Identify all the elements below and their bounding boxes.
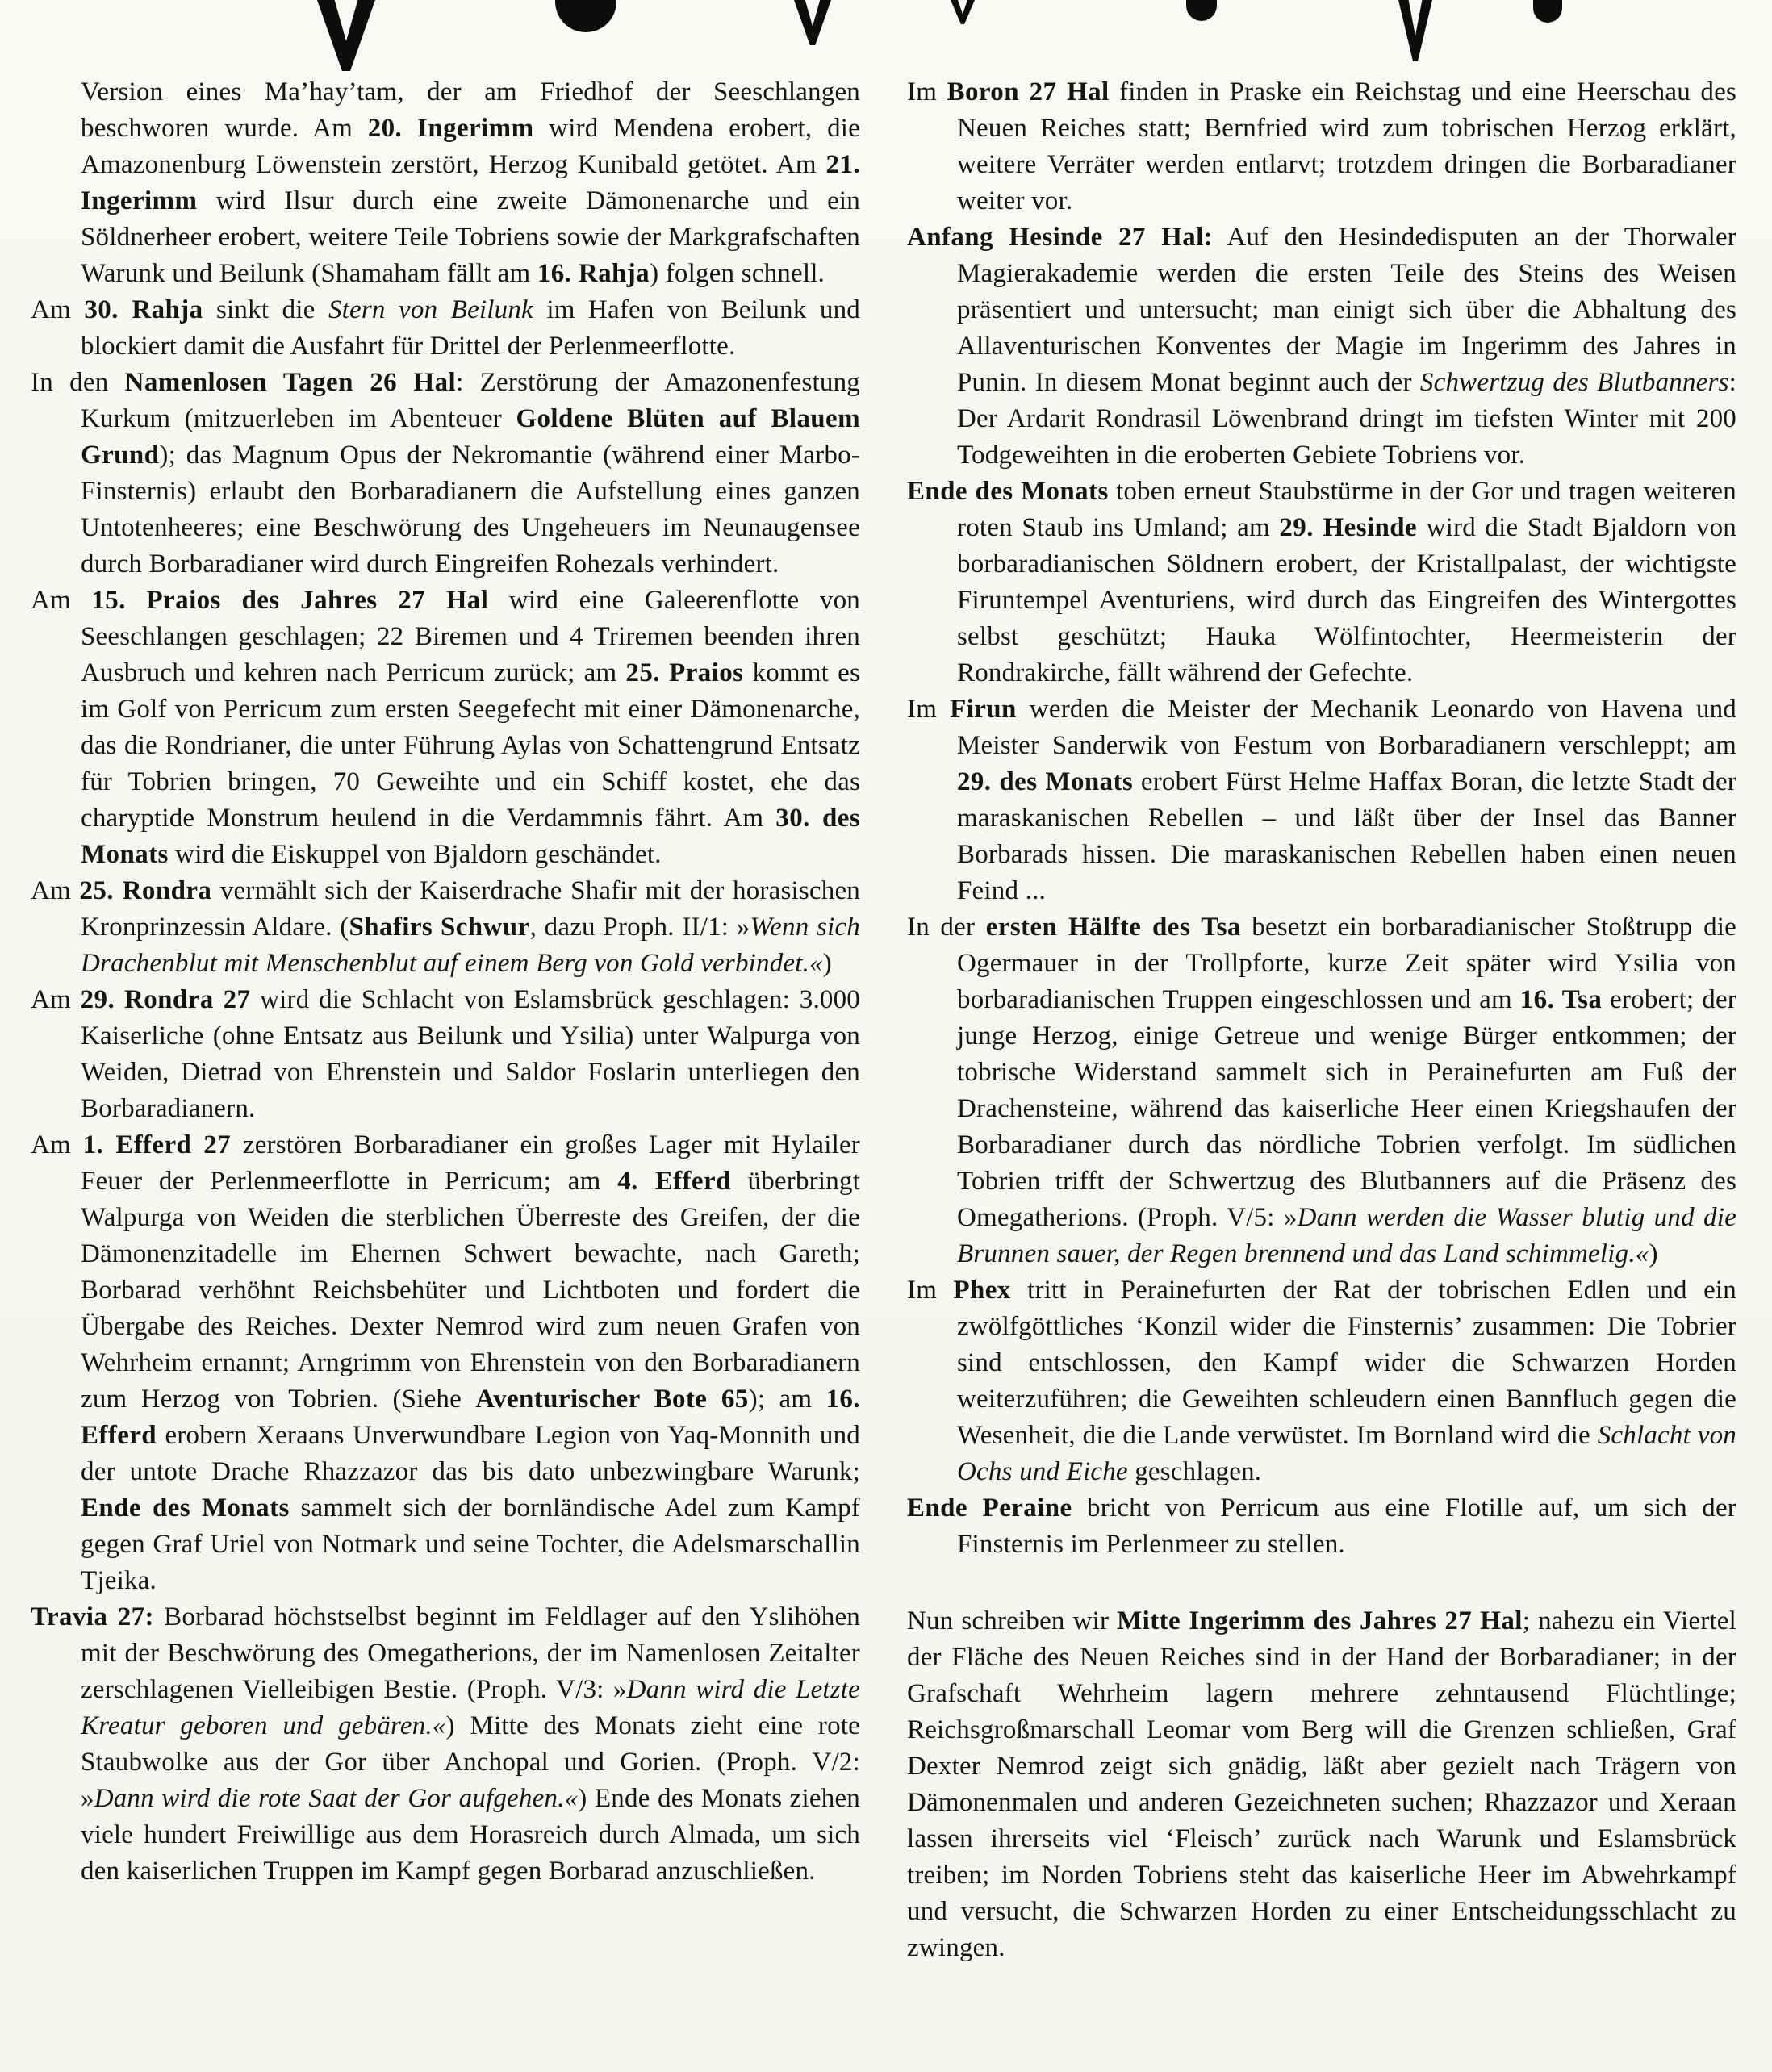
text-segment: im Hafen von Beilunk und blockiert damit die Ausfahrt für Drittel der Perlenmeerflotte. (81, 295, 860, 361)
bold-date-segment: 30. Rahja (84, 295, 203, 324)
bold-date-segment: Ende des Monats (81, 1493, 290, 1523)
ornament-tip-icon (555, 0, 616, 32)
bold-date-segment: Firun (950, 695, 1017, 724)
text-segment: Am (31, 876, 80, 905)
text-segment: In den (31, 368, 125, 397)
bold-date-segment: Anfang Hesinde 27 Hal: (907, 223, 1214, 252)
bold-date-segment: 30. des Monats (81, 804, 860, 869)
bold-date-segment: 29. Hesinde (1279, 513, 1418, 542)
italic-quote-segment: Schlacht von Ochs und Eiche (957, 1421, 1736, 1486)
text-segment: kommt es im Golf von Perricum zum ersten Seegefecht mit einer Dämonenarche, das die Rondrianer, die unter Führung Aylas von Schattengrund Entsatz für Tobrien bringen, 70 Geweihte und ein Schiff kostet, ehe das charyptide Monstrum heulend in die Verdammnis fährt. Am (81, 658, 860, 833)
text-segment: Im (907, 1276, 954, 1305)
bold-date-segment: 25. Praios (625, 658, 744, 687)
text-segment: werden die Meister der Mechanik Leonardo von Havena und Meister Sanderwik von Festum von Borbaradianern verschleppt; am (957, 695, 1736, 760)
chronicle-paragraph (907, 474, 1736, 691)
text-segment: erobert; der junge Herzog, einige Getreue und wenige Bürger entkommen; der tobrische Widerstand sammelt sich in Perainefurten am Fuß der Drachensteine, während das kaiserliche Heer einen Kriegshaufen der Borbaradianer durch das nördliche Tobrien verfolgt. Im südlichen Tobrien trifft der Schwertzug des Blutbanners auf die Präsenz des Omegatherions. (Proph. V/5: » (957, 985, 1736, 1232)
bold-date-segment: 4. Efferd (617, 1167, 731, 1196)
text-segment: besetzt ein borbaradianischer Stoßtrupp die Ogermauer in der Trollpforte, kurze Zeit später wird Ysilia von borbaradianischen Truppen eingeschlossen und am (957, 913, 1736, 1014)
chronicle-paragraph (907, 909, 1736, 1272)
text-segment: wird die Eiskuppel von Bjaldorn geschändet. (168, 840, 662, 869)
italic-quote-segment: Stern von Beilunk (328, 295, 533, 324)
column-left (31, 74, 860, 1966)
bold-date-segment: Ende des Monats (907, 477, 1109, 506)
text-segment: Version eines Ma’hay’tam, der am Friedhof der Seeschlangen beschworen wurde. Am (81, 77, 860, 143)
chronicle-paragraph (31, 1599, 860, 1890)
bold-date-segment: Shafirs Schwur (349, 913, 530, 942)
bold-date-segment: Mitte Ingerimm des Jahres 27 Hal (1117, 1606, 1523, 1635)
text-segment: wird die Stadt Bjaldorn von borbaradianischen Söldnern erobert, der Kristallpalast, der wichtigste Firuntempel Aventuriens, wird durch das Eingreifen des Wintergottes selbst geschützt; Hauka Wölfintochter, Heermeisterin der Rondrakirche, fällt während der Gefechte. (957, 513, 1736, 687)
text-segment: toben erneut Staubstürme in der Gor und tragen weiteren roten Staub ins Umland; am (957, 477, 1736, 542)
text-segment: : Zerstörung der Amazonenfestung Kurkum (mitzuerleben im Abenteuer (81, 368, 861, 433)
text-segment: erobern Xeraans Unverwundbare Legion von Yaq-Monnith und der untote Drache Rhazzazor das bis dato unbezwingbare Warunk; (81, 1421, 860, 1486)
chronicle-paragraph (31, 292, 860, 365)
ornament-tip-icon (951, 0, 975, 24)
text-segment: : Der Ardarit Rondrasil Löwenbrand dringt im tiefsten Winter mit 200 Todgeweihten in die eroberten Gebiete Tobriens vor. (957, 368, 1736, 470)
chronicle-paragraph (31, 982, 860, 1127)
text-segment: Auf den Hesindedisputen an der Thorwaler Magierakademie werden die ersten Teile des Steins des Weisen präsentiert und untersucht; man einigt sich über die Abhaltung des Allaventurischen Konventes der Magie im Ingerimm des Jahres in Punin. In diesem Monat beginnt auch der (957, 223, 1736, 397)
text-segment: wird eine Galeerenflotte von Seeschlangen geschlagen; 22 Biremen und 4 Triremen beenden ihren Ausbruch und kehren nach Perricum zurück; am (81, 586, 860, 687)
text-segment: , dazu Proph. II/1: » (529, 913, 750, 942)
bold-date-segment: Phex (953, 1276, 1011, 1305)
chronicle-paragraph (907, 74, 1736, 219)
text-segment: zerstören Borbaradianer ein großes Lager mit Hylailer Feuer der Perlenmeerflotte in Perricum; am (81, 1130, 861, 1196)
bold-date-segment: 20. Ingerimm (367, 114, 534, 143)
chronicle-paragraph (907, 1603, 1736, 1966)
text-segment: Am (31, 586, 92, 615)
ornament-tip-icon (794, 0, 831, 45)
text-segment: wird Mendena erobert, die Amazonenburg Löwenstein zerstört, Herzog Kunibald getötet. Am (81, 114, 860, 179)
chronicle-paragraph (81, 74, 860, 292)
italic-quote-segment: Dann wird die Letzte Kreatur geboren und gebären.« (81, 1675, 860, 1740)
text-segment: Am (31, 1130, 83, 1159)
page-content (31, 74, 1736, 1966)
chronicle-paragraph (907, 219, 1736, 474)
bold-date-segment: 1. Efferd 27 (82, 1130, 232, 1159)
bold-date-segment: Travia 27: (31, 1602, 154, 1631)
text-segment: ) (822, 949, 832, 978)
chronicle-paragraph (907, 1272, 1736, 1490)
text-segment: wird die Schlacht von Eslamsbrück geschlagen: 3.000 Kaiserliche (ohne Entsatz aus Beilunk und Ysilia) unter Walpurga von Weiden, Dietrad von Ehrenstein und Saldor Foslarin unterliegen den Borbaradianern. (81, 985, 861, 1123)
ornament-tip-icon (1398, 0, 1432, 61)
ornament-tip-icon (317, 0, 375, 71)
bold-date-segment: Goldene Blüten auf Blauem Grund (81, 404, 860, 470)
text-segment: Nun schreiben wir (907, 1606, 1118, 1635)
text-segment: sinkt die (203, 295, 328, 324)
text-segment: vermählt sich der Kaiserdrache Shafir mit der horasischen Kronprinzessin Aldare. ( (81, 876, 861, 942)
bold-date-segment: 29. des Monats (957, 767, 1134, 796)
text-segment: Im (907, 77, 947, 107)
bold-date-segment: 25. Rondra (79, 876, 212, 905)
text-segment: Borbarad höchstselbst beginnt im Feldlager auf den Yslihöhen mit der Beschwörung des Omegatherions, der im Namenlosen Zeitalter zerschlagenen Vielleibigen Bestie. (Proph. V/3: » (81, 1602, 860, 1704)
text-segment: ) folgen schnell. (650, 259, 825, 288)
text-segment: ) Ende des Monats ziehen viele hundert Freiwillige aus dem Horasreich durch Almada, um sich den kaiserlichen Truppen im Kampf gegen Borbarad anzuschließen. (81, 1784, 860, 1886)
italic-quote-segment: Schwertzug des Blutbanners (1419, 368, 1729, 397)
text-segment: sammelt sich der bornländische Adel zum Kampf gegen Graf Uriel von Notmark und seine Tochter, die Adelsmarschallin Tjeika. (81, 1493, 860, 1595)
italic-quote-segment: Dann wird die rote Saat der Gor aufgehen.« (94, 1784, 579, 1813)
chronicle-paragraph (31, 873, 860, 982)
bold-date-segment: Ende Peraine (907, 1493, 1072, 1523)
bold-date-segment: Boron 27 Hal (947, 77, 1110, 107)
text-segment: ; nahezu ein Viertel der Fläche des Neuen Reiches sind in der Hand der Borbaradianer; in der Grafschaft Wehrheim lagern mehrere zehntausend Flüchtlinge; Reichsgroßmarschall Leomar vom Berg will die Grenzen schließen, Graf Dexter Nemrod zeigt sich gnädig, läßt aber gezielt nach Trägern von Dämonenmalen und anderen Gezeichneten suchen; Rhazzazor und Xeraan lassen ihrerseits viel ‘Fleisch’ zurück nach Warunk und Eslamsbrück treiben; im Norden Tobriens steht das kaiserliche Heer im Abwehrkampf und versucht, die Schwarzen Horden zu einer Entscheidungsschlacht zu zwingen. (907, 1606, 1737, 1962)
text-segment: ); am (748, 1385, 826, 1414)
text-segment: bricht von Perricum aus eine Flotille auf, um sich der Finsternis im Perlenmeer zu stellen. (957, 1493, 1736, 1559)
bold-date-segment: Aventurischer Bote 65 (475, 1385, 749, 1414)
chronicle-paragraph (31, 583, 860, 873)
ornament-tip-icon (1533, 0, 1562, 23)
bold-date-segment: 16. Efferd (81, 1385, 860, 1450)
text-segment: ) Mitte des Monats zieht eine rote Staubwolke aus der Gor über Anchopal und Gorien. (Proph. V/2: » (81, 1711, 860, 1813)
bold-date-segment: 15. Praios des Jahres 27 Hal (91, 586, 489, 615)
text-segment: ); das Magnum Opus der Nekromantie (während einer Marbo-Finsternis) erlaubt den Borbaradianern die Aufstellung eines ganzen Untotenheeres; eine Beschwörung des Ungeheuers im Neunaugensee durch Borbaradianer wird durch Eingreifen Rohezals verhindert. (81, 441, 860, 579)
ornament-tip-icon (1186, 0, 1217, 21)
chronicle-paragraph (31, 1127, 860, 1599)
italic-quote-segment: Dann werden die Wasser blutig und die Brunnen sauer, der Regen brennend und das Land schimmelig.« (957, 1203, 1736, 1268)
text-segment: Am (31, 295, 85, 324)
bold-date-segment: 29. Rondra 27 (80, 985, 251, 1014)
text-segment: ) (1649, 1239, 1658, 1268)
text-segment: In der (907, 913, 986, 942)
chronicle-paragraph (907, 1490, 1736, 1563)
column-right (907, 74, 1736, 1966)
text-segment: überbringt Walpurga von Weiden die sterblichen Überreste des Greifen, der die Dämonenzitadelle im Ehernen Schwert bewachte, nach Gareth; Borbarad verhöhnt Reichsbehüter und Lichtboten und fordert die Übergabe des Reiches. Dexter Nemrod wird zum neuen Grafen von Wehrheim ernannt; Arngrimm von Ehrenstein von den Borbaradianern zum Herzog von Tobrien. (Siehe (81, 1167, 860, 1414)
text-segment: erobert Fürst Helme Haffax Boran, die letzte Stadt der maraskanischen Rebellen – und läßt über der Insel das Banner Borbarads hissen. Die maraskanischen Rebellen haben einen neuen Feind ... (957, 767, 1736, 905)
italic-quote-segment: Wenn sich Drachenblut mit Menschenblut auf einem Berg von Gold verbindet.« (81, 913, 860, 978)
chronicle-paragraph (907, 691, 1736, 909)
bold-date-segment: 16. Rahja (537, 259, 650, 288)
text-segment: geschlagen. (1127, 1457, 1262, 1486)
bold-date-segment: Namenlosen Tagen 26 Hal (124, 368, 457, 397)
text-segment: finden in Praske ein Reichstag und eine Heerschau des Neuen Reiches statt; Bernfried wird zum tobrischen Herzog erklärt, weitere Verräter werden entlarvt; trotzdem dringen die Borbaradianer weiter vor. (957, 77, 1736, 215)
chronicle-paragraph (31, 365, 860, 583)
bold-date-segment: 21. Ingerimm (81, 150, 860, 215)
bold-date-segment: ersten Hälfte des Tsa (985, 913, 1241, 942)
text-segment: Im (907, 695, 951, 724)
bold-date-segment: 16. Tsa (1519, 985, 1603, 1014)
text-segment: tritt in Perainefurten der Rat der tobrischen Edlen und ein zwölfgöttliches ‘Konzil wider die Finsternis’ zusammen: Die Tobrier sind entschlossen, den Kampf wider die Schwarzen Horden weiterzuführen; die Geweihten schleudern einen Bannfluch gegen die Wesenheit, die die Lande verwüstet. Im Bornland wird die (957, 1276, 1736, 1450)
text-segment: Am (31, 985, 81, 1014)
text-segment: wird Ilsur durch eine zweite Dämonenarche und ein Söldnerheer erobert, weitere Teile Tobriens sowie der Markgrafschaften Warunk und Beilunk (Shamaham fällt am (81, 186, 860, 288)
